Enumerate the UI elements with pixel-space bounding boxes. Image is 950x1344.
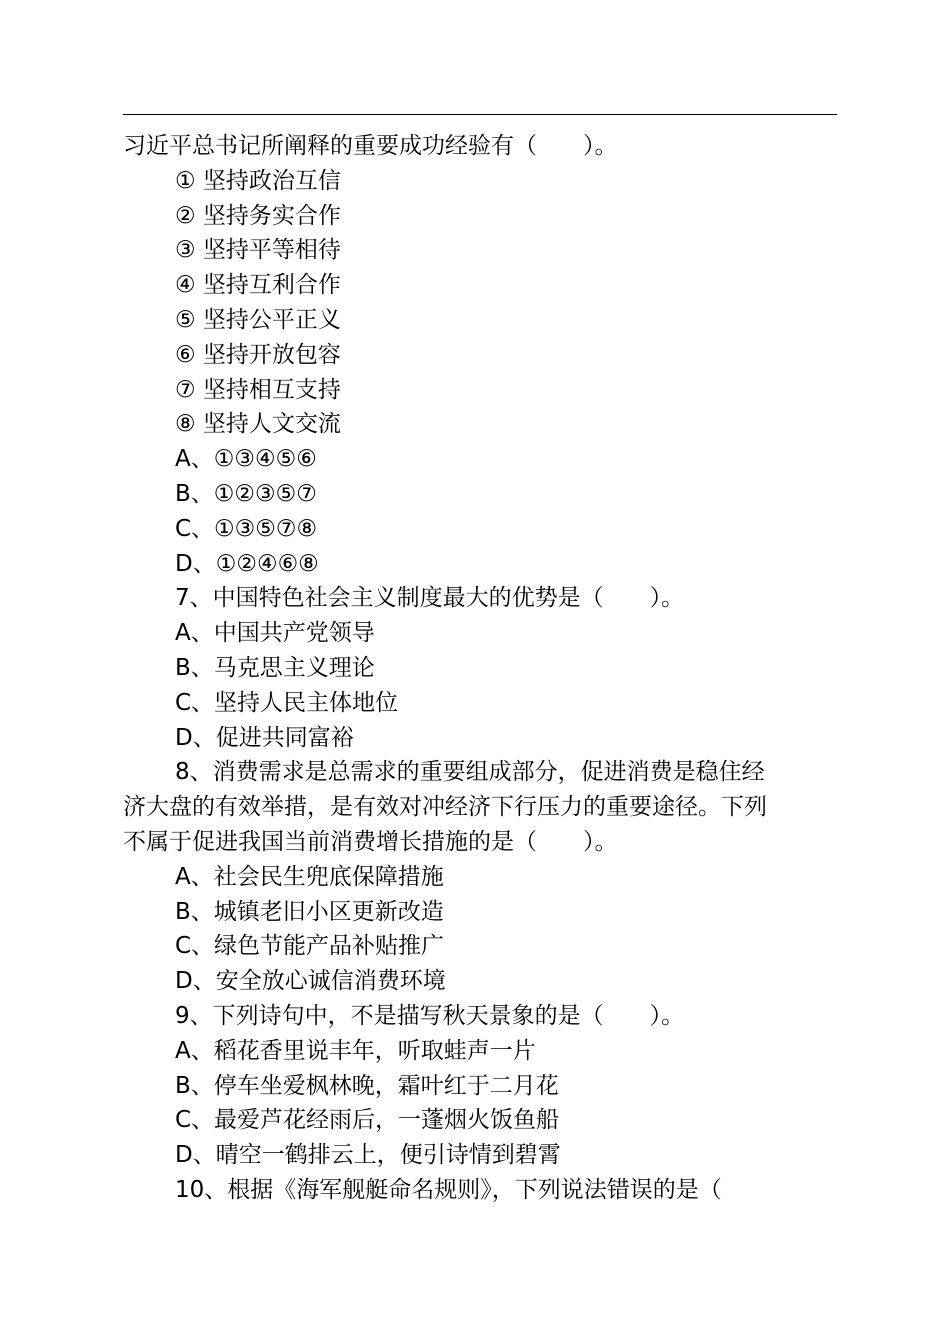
text-line: A、①③④⑤⑥	[175, 446, 317, 473]
text-line: D、晴空一鹤排云上，便引诗情到碧霄	[175, 1142, 561, 1169]
text-line: ⑤ 坚持公平正义	[175, 306, 341, 333]
text-line: C、最爱芦花经雨后，一蓬烟火饭鱼船	[175, 1107, 560, 1134]
text-line: 9、下列诗句中，不是描写秋天景象的是（ ）。	[175, 1002, 685, 1029]
text-line: ② 坚持务实合作	[175, 202, 341, 229]
text-line: B、城镇老旧小区更新改造	[175, 898, 444, 925]
text-line: ⑧ 坚持人文交流	[175, 411, 341, 438]
text-line: 习近平总书记所阐释的重要成功经验有（ ）。	[123, 133, 618, 159]
document-body	[123, 129, 837, 1208]
text-line: 8、消费需求是总需求的重要组成部分，促进消费是稳住经	[175, 759, 765, 786]
text-line: ① 坚持政治互信	[175, 167, 341, 194]
text-line: A、社会民生兜底保障措施	[175, 863, 444, 890]
text-line: 7、中国特色社会主义制度最大的优势是（ ）。	[175, 585, 685, 612]
text-line: ④ 坚持互利合作	[175, 272, 341, 299]
text-line: 10、根据《海军舰艇命名规则》，下列说法错误的是（	[175, 1176, 722, 1203]
text-line: D、①②④⑥⑧	[175, 550, 319, 577]
text-line: 济大盘的有效举措，是有效对冲经济下行压力的重要途径。下列	[123, 794, 767, 821]
text-line: A、中国共产党领导	[175, 620, 375, 647]
text-line: ⑥ 坚持开放包容	[175, 341, 341, 368]
text-line: B、①②③⑤⑦	[175, 480, 317, 507]
text-line: D、安全放心诚信消费环境	[175, 968, 446, 995]
text-line: ③ 坚持平等相待	[175, 237, 341, 264]
text-line: 不属于促进我国当前消费增长措施的是（ ）。	[123, 828, 618, 855]
text-line: B、停车坐爱枫林晚，霜叶红于二月花	[175, 1072, 559, 1099]
text-line: B、马克思主义理论	[175, 654, 375, 681]
text-line: C、坚持人民主体地位	[175, 689, 399, 716]
header-rule	[123, 114, 837, 115]
text-line: D、促进共同富裕	[175, 724, 354, 751]
text-line: A、稻花香里说丰年，听取蛙声一片	[175, 1037, 536, 1064]
text-line: C、绿色节能产品补贴推广	[175, 933, 445, 960]
text-line: C、①③⑤⑦⑧	[175, 515, 318, 542]
text-line: ⑦ 坚持相互支持	[175, 376, 341, 403]
